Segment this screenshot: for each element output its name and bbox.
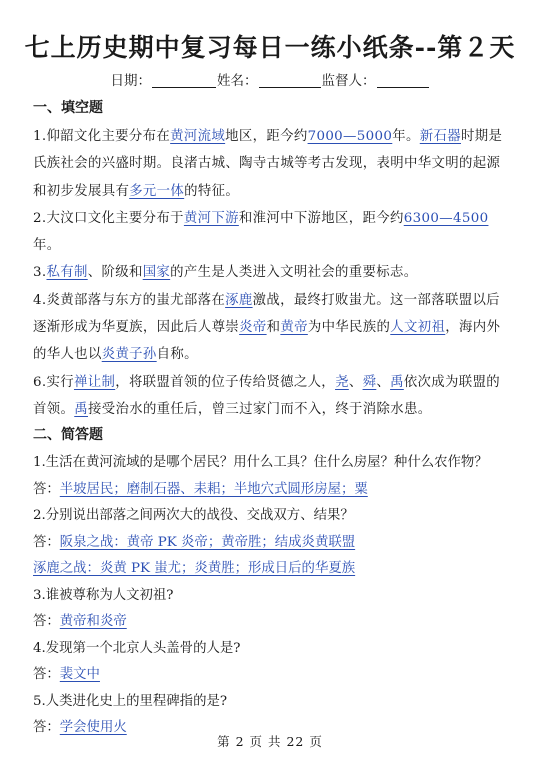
- name-label: 姓名：: [217, 73, 258, 89]
- page-title: 七上历史期中复习每日一练小纸条--第２天: [24, 33, 516, 62]
- answer-blank: 国家: [142, 265, 171, 281]
- name-blank[interactable]: [259, 73, 321, 88]
- answer-blank: 涿鹿: [225, 292, 253, 308]
- answer-blank: 炎黄子孙: [101, 347, 157, 363]
- answer-text: 半坡居民；磨制石器、耒耜；半地穴式圆形房屋；粟: [59, 481, 368, 497]
- answer-blank: 黄帝: [280, 320, 308, 336]
- answer-blank: 禹: [390, 374, 404, 390]
- answer-text: 涿鹿之战：炎黄 PK 蚩尤；炎黄胜；形成日后的华夏族: [33, 561, 356, 577]
- answer-label: 答：: [33, 481, 60, 497]
- answer-text: 裴文中: [59, 667, 100, 683]
- date-label: 日期：: [110, 73, 151, 89]
- fill-question-2: 2.大汶口文化主要分布于黄河下游和淮河中下游地区，距今约6300—4500年。: [33, 210, 489, 254]
- supervisor-blank[interactable]: [377, 73, 429, 88]
- answer-blank: 尧: [335, 374, 349, 390]
- answer-label: 答：: [33, 534, 60, 550]
- answer-blank: 舜: [362, 374, 377, 390]
- answer-label: 答：: [33, 614, 60, 630]
- answer-blank: 多元一体: [129, 183, 185, 199]
- answer-blank: 黄河流域: [170, 129, 226, 144]
- short-question-2: 2.分别说出部落之间两次大的战役、交战双方、结果？: [33, 508, 354, 524]
- short-question-3: 3.谁被尊称为人文初祖?: [33, 587, 174, 603]
- answer-blank: 禹: [74, 401, 88, 417]
- answer-blank: 炎帝: [239, 320, 267, 336]
- answer-blank: 私有制: [46, 265, 88, 281]
- short-question-1: 1.生活在黄河流域的是哪个居民？用什么工具？住什么房屋？种什么农作物？: [33, 455, 488, 471]
- supervisor-label: 监督人：: [321, 73, 376, 89]
- answer-blank: 人文初祖: [390, 320, 446, 336]
- fill-question-3: 3.私有制、阶级和国家的产生是人类进入文明社会的重要标志。: [33, 265, 418, 281]
- answer-text: 学会使用火: [59, 720, 127, 736]
- answer-blank: 6300—4500: [403, 210, 489, 226]
- answer-blank: 禅让制: [73, 374, 116, 390]
- fill-question-1: 1.仰韶文化主要分布在黄河流域地区，距今约7000—5000年。新石器时期是氏族社会的兴盛时期。良渚古城、陶寺古城等考古发现，表明中华文明的起源和初步发展具有多元一体的特征。: [33, 129, 503, 199]
- section-fill-blank-heading: 一、填空题: [33, 100, 103, 116]
- short-answer-4: [33, 662, 511, 689]
- answer-blank: 7000—5000: [307, 129, 393, 144]
- fill-question-6: 6.实行禅让制，将联盟首领的位子传给贤德之人，尧、舜、禹依次成为联盟的首领。禹接受治水的重任后，曾三过家门而不入，终于消除水患。: [33, 374, 500, 417]
- answer-text: 阪泉之战：黄帝 PK 炎帝；黄帝胜；结成炎黄联盟: [59, 534, 356, 550]
- page-number: 第 2 页 共 22 页: [217, 734, 323, 749]
- answer-blank: 新石器: [419, 129, 461, 144]
- worksheet-content: [33, 98, 511, 742]
- short-answer-2-continued: [33, 556, 511, 583]
- answer-text: 黄帝和炎帝: [59, 614, 127, 630]
- fill-question-4: 4.炎黄部落与东方的蚩尤部落在涿鹿激战，最终打败蚩尤。这一部落联盟以后逐渐形成为华夏族，因此后人尊崇炎帝和黄帝为中华民族的人文初祖，海内外的华人也以炎黄子孙自称。: [33, 292, 501, 363]
- section-short-answer-heading: 二、简答题: [33, 427, 103, 444]
- answer-blank: 黄河下游: [183, 210, 239, 226]
- answer-label: 答：: [33, 667, 60, 683]
- short-question-5: 5.人类进化史上的里程碑指的是?: [33, 693, 228, 709]
- short-answer-2: [33, 530, 511, 557]
- short-answer-3: [33, 609, 511, 636]
- short-question-4: 4.发现第一个北京人头盖骨的人是?: [33, 640, 241, 656]
- info-line: [0, 69, 540, 89]
- answer-label: 答：: [33, 720, 60, 736]
- short-answer-1: [33, 477, 511, 504]
- date-blank[interactable]: [152, 73, 216, 88]
